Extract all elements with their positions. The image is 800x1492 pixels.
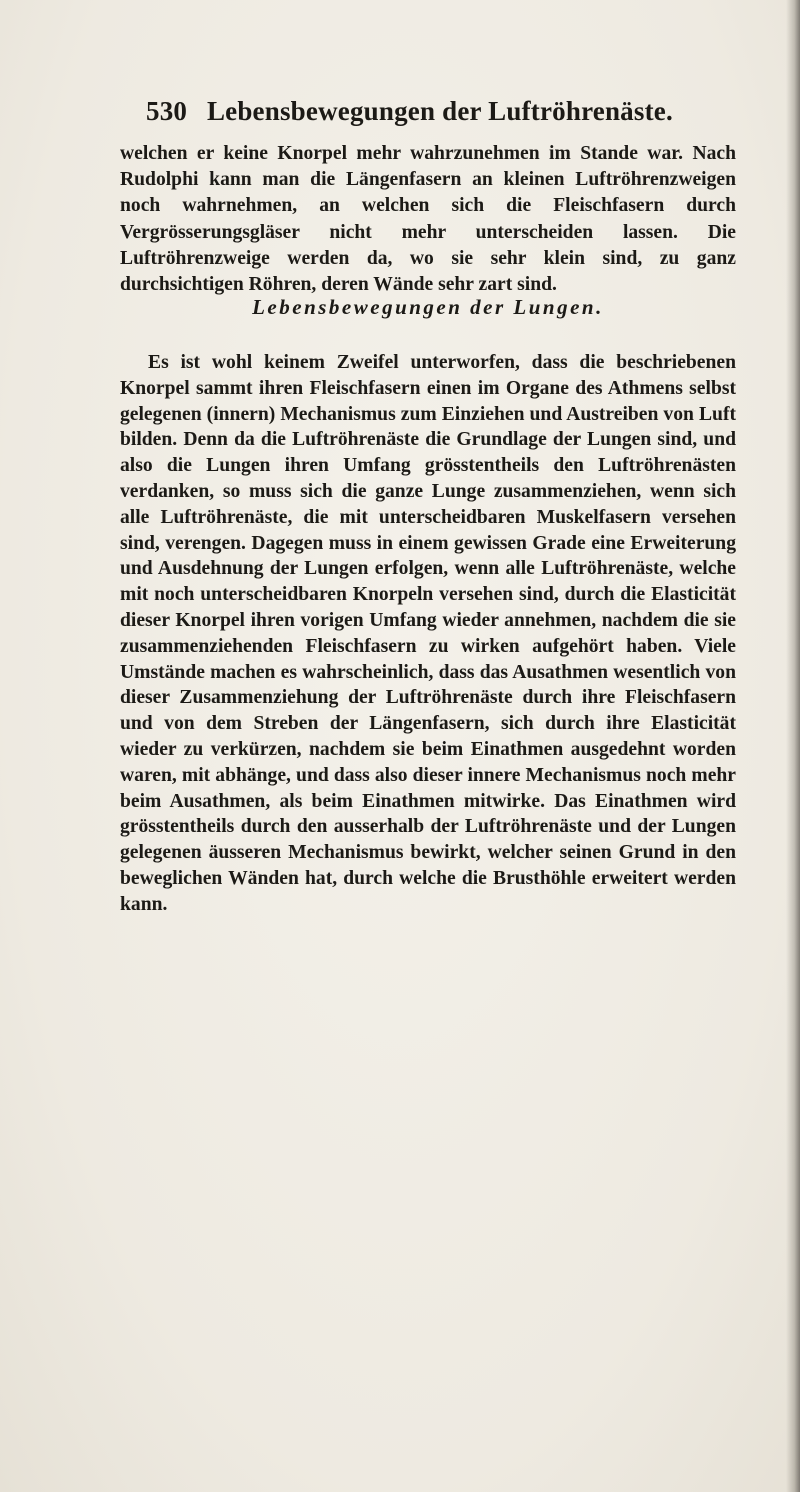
section-title: Lebensbewegungen der Lungen. xyxy=(252,295,604,319)
paragraph-1: welchen er keine Knorpel mehr wahrzunehmen im Stande war. Nach Rudolphi kann man die Längenfasern an kleinen Luftröhrenzweigen noch wahrnehmen, an welchen sich die Fleischfasern durch Vergrösserungsgläser nicht mehr unterscheiden lassen. Die Luftröhrenzweige werden da, wo sie sehr klein sind, zu ganz durchsichtigen Röhren, deren Wände sehr zart sind. xyxy=(120,143,736,296)
running-header xyxy=(146,96,706,127)
paragraph-2: Es ist wohl keinem Zweifel unterworfen, dass die beschriebenen Knorpel sammt ihren Fleischfasern einen im Organe des Athmens selbst gelegenen (innern) Mechanismus zum Einziehen und Austreiben von Luft bilden. Denn da die Luftröhrenäste die Grundlage der Lungen sind, und also die Lungen ihren Umfang grösstentheils den Luftröhrenästen verdanken, so muss sich die ganze Lunge zusammenziehen, wenn sich alle Luftröhrenäste, die mit unterscheidbaren Muskelfasern versehen sind, verengen. Dagegen muss in einem gewissen Grade eine Erweiterung und Ausdehnung der Lungen erfolgen, wenn alle Luftröhrenäste, welche mit noch unterscheidbaren Knorpeln versehen sind, durch die Elasticität dieser Knorpel ihren vorigen Umfang wieder annehmen, nachdem die sie zusammenziehenden Fleischfasern zu wirken aufgehört haben. Viele Umstände machen es wahrscheinlich, dass das Ausathmen wesentlich von dieser Zusammenziehung der Luftröhrenäste durch ihre Fleischfasern und von dem Streben der Längenfasern, sich durch ihre Elasticität wieder zu verkürzen, nachdem sie beim Einathmen ausgedehnt worden waren, mit abhänge, und dass also dieser innere Mechanismus noch mehr beim Ausathmen, als beim Einathmen mitwirke. Das Einathmen wird grösstentheils durch den ausserhalb der Luftröhrenäste und der Lungen gelegenen äusseren Mechanismus bewirkt, welcher seinen Grund in den beweglichen Wänden hat, durch welche die Brusthöhle erweitert werden kann. xyxy=(120,352,736,915)
running-title: Lebensbewegungen der Luftröhrenäste. xyxy=(206,96,673,126)
page-edge-shadow xyxy=(786,0,800,1492)
page-number: 530 xyxy=(146,96,188,126)
